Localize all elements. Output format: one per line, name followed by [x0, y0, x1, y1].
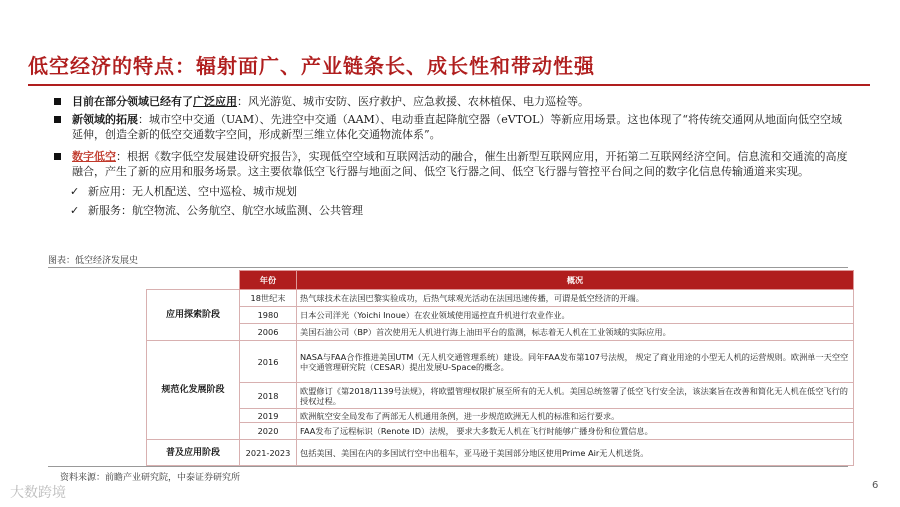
year-cell: 1980 [240, 307, 297, 324]
bullet-key: 新领域的拓展 [72, 112, 138, 126]
bullet-text: ：根据《数字低空发展建设研究报告》，实现低空空域和互联网活动的融合，催生出新型互联网应用，开拓第二互联网经济空间。信息流和交通流的高度融合，产生了新的应用和服务场景。这主要依靠低空飞行器与地面之间、低空飞行器之间、低空飞行器与管控平台间之间的数字化信息传输通道来实现。 [72, 149, 848, 179]
desc-cell: 欧洲航空安全局发布了两部无人机通用条例，进一步规范欧洲无人机的标准和运行要求。 [297, 409, 854, 423]
bullet-list [48, 94, 848, 218]
checkmark-icon: ✓ [70, 203, 80, 217]
bullet-text: ：风光游览、城市安防、医疗救护、应急救援、农林植保、电力巡检等。 [237, 95, 589, 108]
table-row [147, 409, 854, 423]
bullet-digital-low-altitude [48, 149, 848, 180]
bullet-key: 广泛应用 [193, 95, 237, 108]
source-note: 资料来源：前瞻产业研究院，中泰证券研究所 [60, 473, 241, 483]
desc-cell: FAA发布了远程标识（Renote ID）法规， 要求大多数无人机在飞行时能够广播身份和位置信息。 [297, 423, 854, 440]
watermark: 大数跨境 [10, 485, 66, 501]
phase-cell: 应用探索阶段 [147, 290, 240, 341]
desc-cell: 美国石油公司（BP）首次使用无人机进行海上油田平台的监测，标志着无人机在工业领域的实际应用。 [297, 324, 854, 341]
page-number: 6 [872, 480, 879, 491]
table-row [147, 290, 854, 307]
year-cell: 2018 [240, 383, 297, 409]
year-header: 年份 [240, 271, 297, 290]
bullet-lead: 目前在部分领域已经有了 [72, 95, 193, 108]
sub-bullet-new-services [48, 203, 848, 219]
bullet-text: ：城市空中交通（UAM）、先进空中交通（AAM）、电动垂直起降航空器（eVTOL）等新应用场景。这也体现了“将传统交通网从地面向低空空域延伸，创造全新的低空交通数字空间，形成新型三维立体化交通物流体系”。 [72, 112, 843, 142]
figure-caption: 图表：低空经济发展史 [48, 256, 139, 266]
table-row [147, 341, 854, 383]
sub-bullet-text: 新服务：航空物流、公务航空、航空水域监测、公共管理 [88, 203, 363, 217]
source-divider [48, 466, 848, 467]
table-row [147, 440, 854, 466]
bullet-new-fields [48, 112, 848, 143]
square-bullet-icon [54, 98, 61, 105]
phase-cell: 普及应用阶段 [147, 440, 240, 466]
desc-cell: 包括美国、美国在内的多国试行空中出租车，亚马逊于美国部分地区使用Prime Air无人机送货。 [297, 440, 854, 466]
checkmark-icon: ✓ [70, 184, 80, 198]
table-header-row [147, 271, 854, 290]
bullet-wide-applications [48, 94, 848, 110]
slide-title: 低空经济的特点：辐射面广、产业链条长、成长性和带动性强 [28, 54, 595, 78]
title-divider [28, 84, 870, 86]
year-cell: 2016 [240, 341, 297, 383]
bullet-key: 数字低空 [72, 149, 116, 163]
table-row [147, 383, 854, 409]
square-bullet-icon [54, 153, 61, 160]
square-bullet-icon [54, 116, 61, 123]
table-row [147, 324, 854, 341]
desc-cell: NASA与FAA合作推进美国UTM（无人机交通管理系统）建设。同年FAA发布第107号法规， 规定了商业用途的小型无人机的运营规则。欧洲单一天空空中交通管理研究院（CESAR）提出发展U-Space的概念。 [297, 341, 854, 383]
year-cell: 2019 [240, 409, 297, 423]
table-row [147, 307, 854, 324]
desc-cell: 热气球技术在法国巴黎实验成功，后热气球观光活动在法国迅速传播，可谓是低空经济的开端。 [297, 290, 854, 307]
table-row [147, 423, 854, 440]
caption-divider [48, 267, 848, 268]
desc-cell: 日本公司洋光（Yoichi Inoue）在农业领域使用遥控直升机进行农业作业。 [297, 307, 854, 324]
year-cell: 2006 [240, 324, 297, 341]
history-table [146, 270, 854, 466]
phase-header-cell [147, 271, 240, 290]
desc-cell: 欧盟修订《第2018/1139号法规》，将欧盟管理权限扩展至所有的无人机。美国总统签署了低空飞行安全法，该法案旨在改善和简化无人机在低空飞行的授权过程。 [297, 383, 854, 409]
sub-bullet-text: 新应用：无人机配送、空中巡检、城市规划 [88, 184, 297, 198]
year-cell: 2021-2023 [240, 440, 297, 466]
sub-bullet-new-apps [48, 184, 848, 200]
phase-cell: 规范化发展阶段 [147, 341, 240, 440]
year-cell: 18世纪末 [240, 290, 297, 307]
year-cell: 2020 [240, 423, 297, 440]
desc-header: 概况 [297, 271, 854, 290]
